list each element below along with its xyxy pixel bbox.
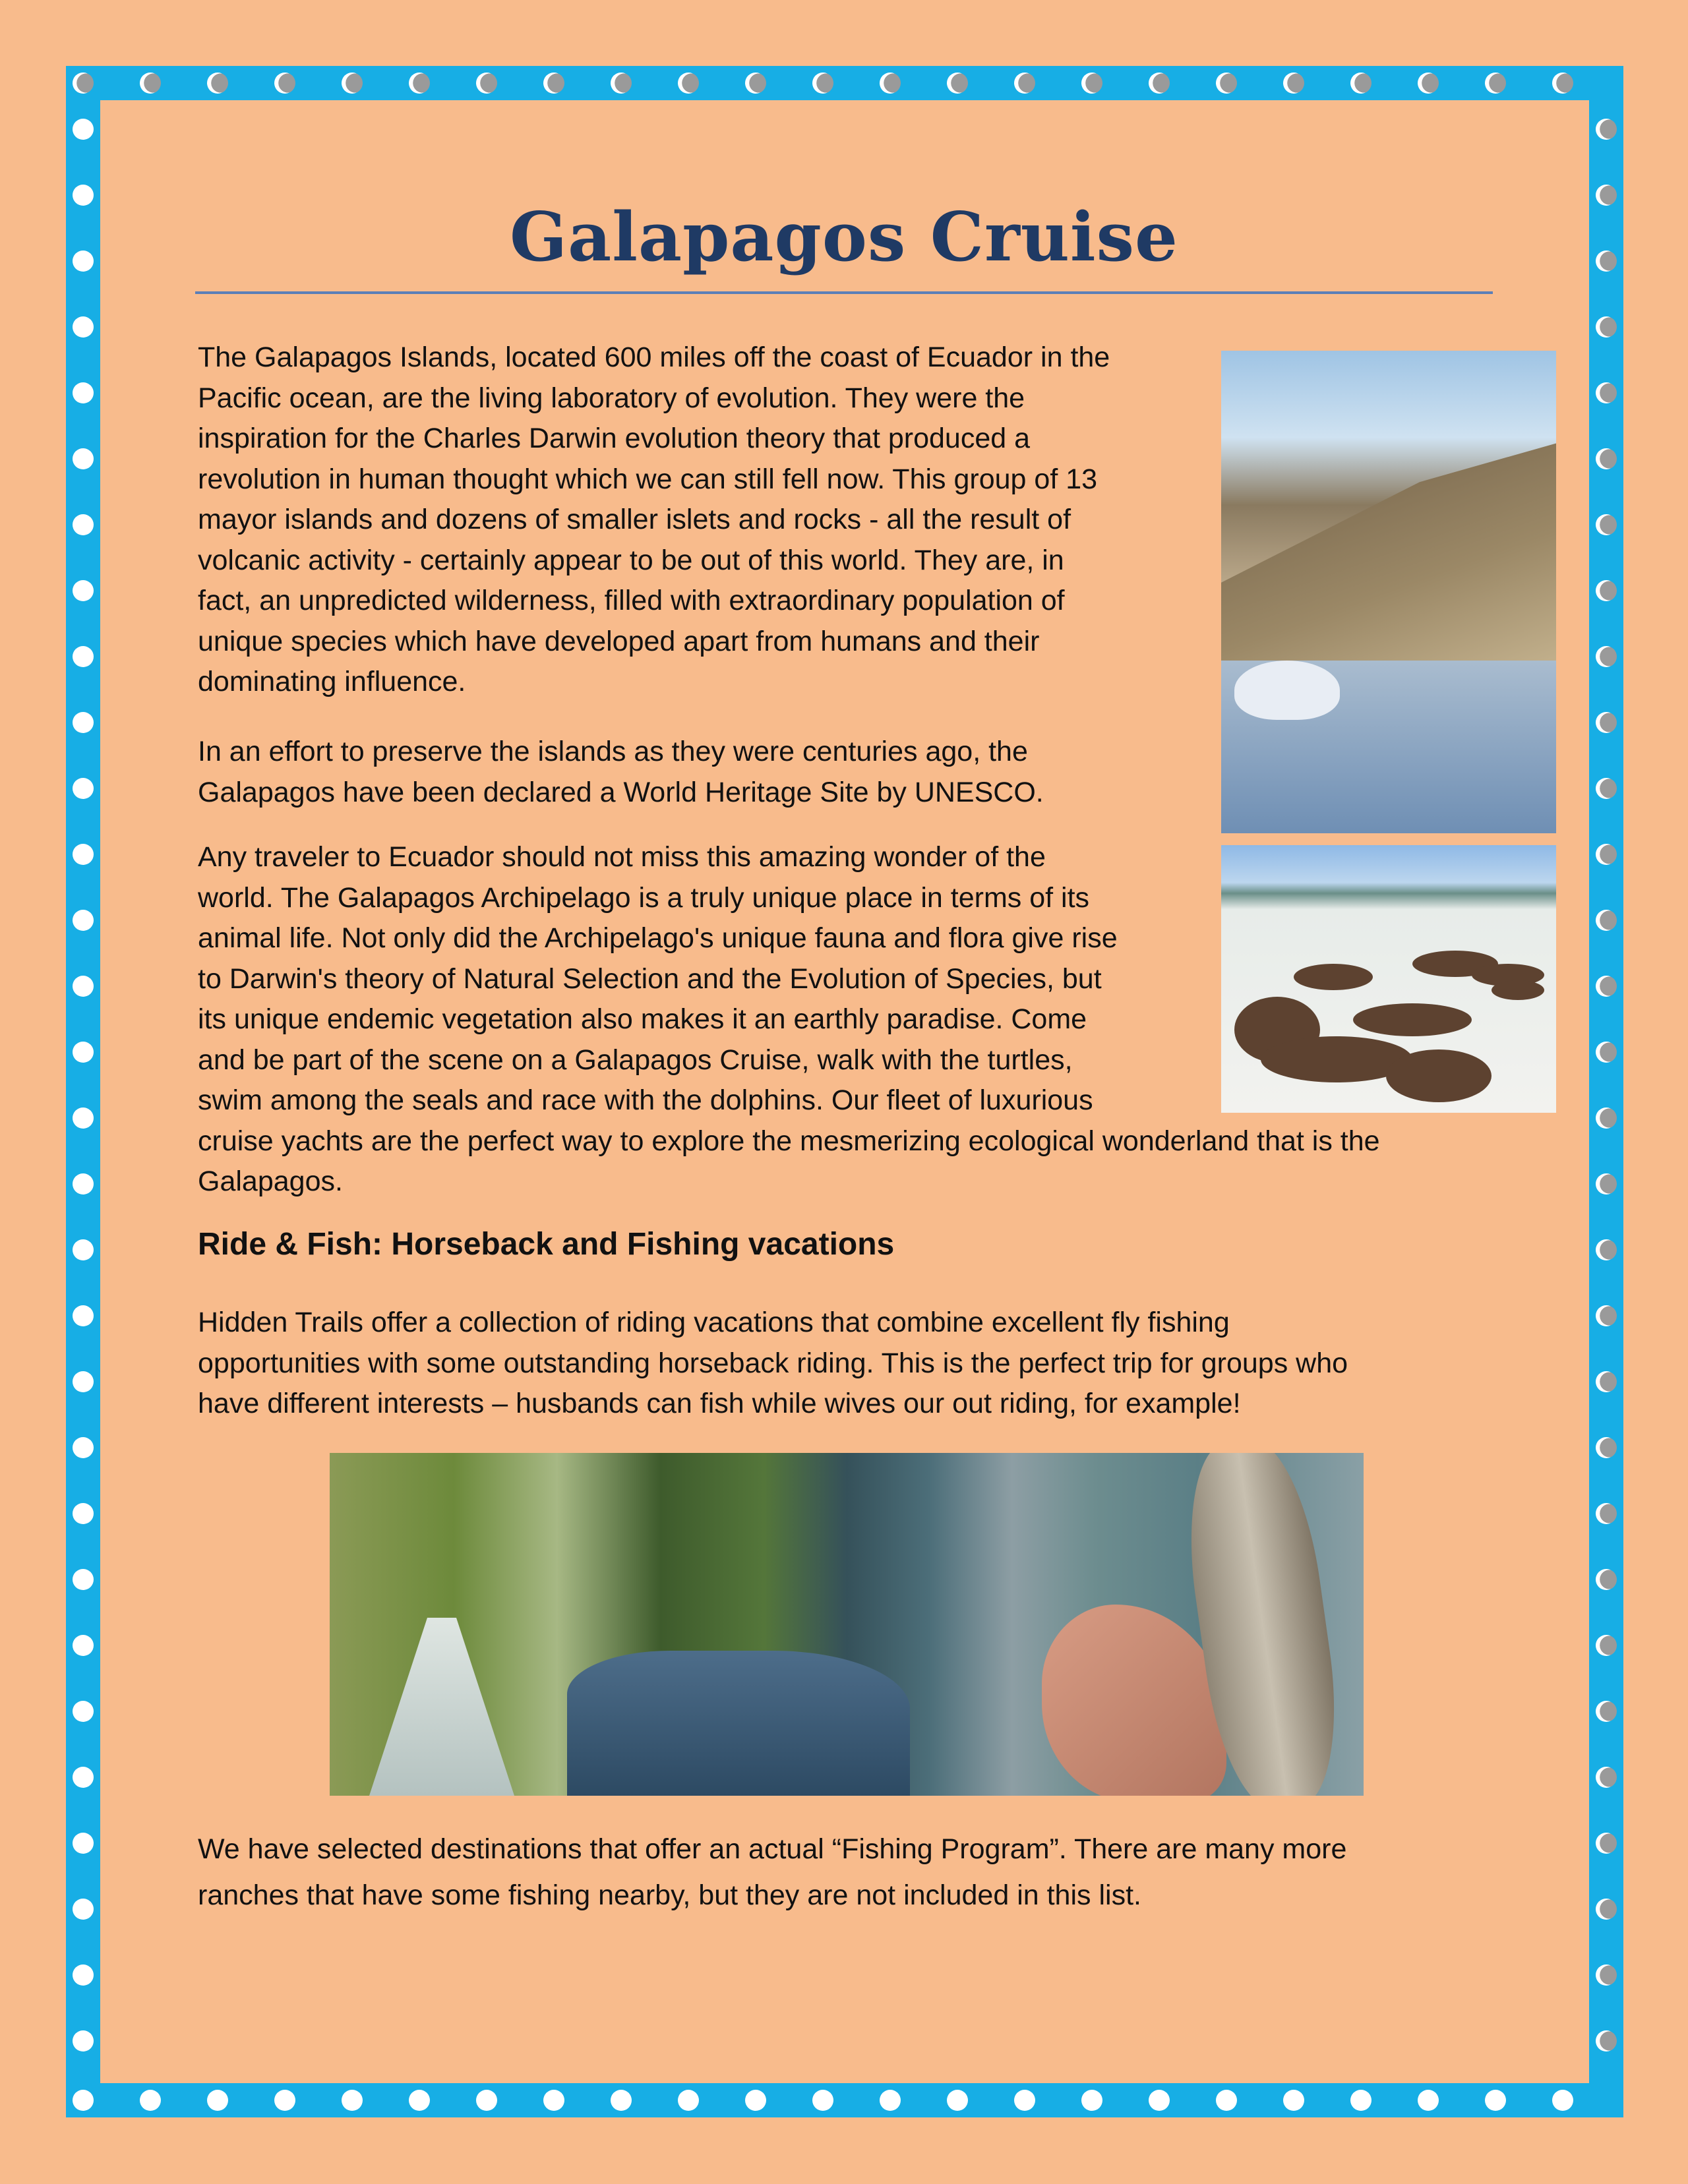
border-dot xyxy=(1596,514,1617,535)
border-dot xyxy=(207,2090,228,2111)
border-dot xyxy=(73,976,94,997)
border-dot xyxy=(1596,646,1617,667)
title-underline xyxy=(195,291,1493,294)
border-dot xyxy=(73,514,94,535)
paragraph-intro: The Galapagos Islands, located 600 miles off the coast of Ecuador in the Pacific ocean, are the living laboratory of evolution. They were the inspiration for the Charles Darwin evolution theory that produced a revolution in human thought which we can still fell now. This group of 13 mayor islands and dozens of smaller islets and rocks - all the result of volcanic activity - certainly appear to be out of this world. They are, in fact, an unpredicted wilderness, filled with extraordinary population of unique species which have developed apart from humans and their dominating influence. xyxy=(198,341,1110,697)
border-dot xyxy=(342,2090,363,2111)
border-dot xyxy=(274,73,295,94)
border-dot xyxy=(812,2090,833,2111)
border-dot xyxy=(1596,1899,1617,1920)
border-dot xyxy=(678,2090,699,2111)
border-dot xyxy=(1596,316,1617,338)
border-dot xyxy=(73,1701,94,1722)
border-dot xyxy=(140,73,161,94)
border-dot xyxy=(1596,382,1617,403)
border-dot xyxy=(1596,910,1617,931)
border-dot xyxy=(745,73,766,94)
section-heading: Ride & Fish: Horseback and Fishing vacations xyxy=(198,1227,895,1262)
border-dot xyxy=(274,2090,295,2111)
border-dot xyxy=(611,2090,632,2111)
border-dot xyxy=(73,1899,94,1920)
border-dot xyxy=(73,185,94,206)
border-dot xyxy=(73,1964,94,1986)
border-dot xyxy=(73,1042,94,1063)
border-dot xyxy=(1350,2090,1372,2111)
paragraph-fishing-program: We have selected destinations that offer an actual “Fishing Program”. There are many more ranches that have some fishing nearby, but they are not included in this list. xyxy=(198,1833,1347,1911)
border-dot xyxy=(73,251,94,272)
border-dot xyxy=(73,2090,94,2111)
ride-and-fish-photo xyxy=(330,1453,1364,1796)
border-dot xyxy=(140,2090,161,2111)
border-dot xyxy=(476,73,497,94)
border-dot xyxy=(73,316,94,338)
border-dot xyxy=(1014,73,1035,94)
border-dot xyxy=(1596,778,1617,799)
border-dot xyxy=(342,73,363,94)
beach-photo xyxy=(1221,351,1556,833)
border-dot xyxy=(1596,1503,1617,1524)
border-dot xyxy=(73,910,94,931)
border-dot xyxy=(1552,2090,1573,2111)
border-dot xyxy=(1596,1173,1617,1195)
border-dot xyxy=(1596,1569,1617,1590)
border-dot xyxy=(1596,119,1617,140)
border-dot xyxy=(73,73,94,94)
border-dot xyxy=(1596,1042,1617,1063)
border-dot xyxy=(73,1173,94,1195)
border-dot xyxy=(73,1635,94,1656)
border-dot xyxy=(1596,1767,1617,1788)
border-dot xyxy=(73,382,94,403)
border-dot xyxy=(476,2090,497,2111)
sea-lions-photo xyxy=(1221,845,1556,1113)
paragraph-hidden-trails: Hidden Trails offer a collection of riding vacations that combine excellent fly fishing opportunities with some outstanding horseback riding. This is the perfect trip for groups who have different interests – husbands can fish while wives our out riding, for example! xyxy=(198,1307,1348,1419)
border-dot xyxy=(880,2090,901,2111)
border-dot xyxy=(73,580,94,601)
border-dot xyxy=(1216,2090,1237,2111)
border-dot xyxy=(73,1833,94,1854)
border-dot xyxy=(1485,73,1506,94)
border-dot xyxy=(1283,2090,1304,2111)
border-dot xyxy=(1596,1305,1617,1326)
border-dot xyxy=(611,73,632,94)
border-dot xyxy=(207,73,228,94)
border-dot xyxy=(73,1767,94,1788)
border-dot xyxy=(1014,2090,1035,2111)
border-dot xyxy=(1596,580,1617,601)
border-dot xyxy=(1596,1437,1617,1458)
border-dot xyxy=(880,73,901,94)
border-dot xyxy=(1596,1107,1617,1129)
border-dot xyxy=(73,119,94,140)
border-dot xyxy=(73,2030,94,2051)
border-dot xyxy=(1149,73,1170,94)
border-dot xyxy=(543,2090,564,2111)
paragraph-traveler: Any traveler to Ecuador should not miss this amazing wonder of the world. The Galapagos Archipelago is a truly unique place in terms of its animal life. Not only did the Archipelago's unique fauna and flora give rise to Darwin's theory of Natural Selection and the Evolution of Species, but its unique endemic vegetation also makes it an earthly paradise. Come and be part of the scene on a Galapagos Cruise, walk with the turtles, swim among the seals and race with the dolphins. Our fleet of luxurious cruise yachts are the perfect way to explore the mesmerizing ecological wonderland that is the Galapagos. xyxy=(198,841,1380,1197)
border-dot xyxy=(1216,73,1237,94)
border-dot xyxy=(1596,1371,1617,1392)
border-dot xyxy=(947,73,968,94)
border-dot xyxy=(1485,2090,1506,2111)
border-dot xyxy=(409,2090,430,2111)
border-dot xyxy=(73,1107,94,1129)
border-dot xyxy=(745,2090,766,2111)
border-dot xyxy=(678,73,699,94)
border-dot xyxy=(812,73,833,94)
border-dot xyxy=(73,1371,94,1392)
border-dot xyxy=(1596,712,1617,733)
border-dot xyxy=(1081,73,1102,94)
border-dot xyxy=(1596,976,1617,997)
border-dot xyxy=(1283,73,1304,94)
border-dot xyxy=(73,778,94,799)
border-dot xyxy=(73,1305,94,1326)
border-dot xyxy=(1596,251,1617,272)
paragraph-unesco: In an effort to preserve the islands as they were centuries ago, the Galapagos have been declared a World Heritage Site by UNESCO. xyxy=(198,736,1044,808)
border-dot xyxy=(1418,73,1439,94)
border-dot xyxy=(543,73,564,94)
border-dot xyxy=(1418,2090,1439,2111)
border-dot xyxy=(73,1437,94,1458)
border-dot xyxy=(73,646,94,667)
border-dot xyxy=(1350,73,1372,94)
border-dot xyxy=(1596,448,1617,469)
border-dot xyxy=(1149,2090,1170,2111)
page-title: Galapagos Cruise xyxy=(510,198,1178,277)
border-dot xyxy=(409,73,430,94)
border-dot xyxy=(1596,1833,1617,1854)
border-dot xyxy=(1081,2090,1102,2111)
border-dot xyxy=(73,844,94,865)
border-dot xyxy=(1596,844,1617,865)
border-dot xyxy=(1552,73,1573,94)
border-dot xyxy=(1596,1635,1617,1656)
border-dot xyxy=(1596,1964,1617,1986)
border-dot xyxy=(1596,1239,1617,1260)
border-dot xyxy=(947,2090,968,2111)
border-dot xyxy=(73,1503,94,1524)
border-dot xyxy=(73,448,94,469)
border-dot xyxy=(1596,1701,1617,1722)
border-dot xyxy=(73,712,94,733)
border-dot xyxy=(1596,2030,1617,2051)
border-dot xyxy=(73,1569,94,1590)
border-dot xyxy=(73,1239,94,1260)
border-dot xyxy=(1596,185,1617,206)
